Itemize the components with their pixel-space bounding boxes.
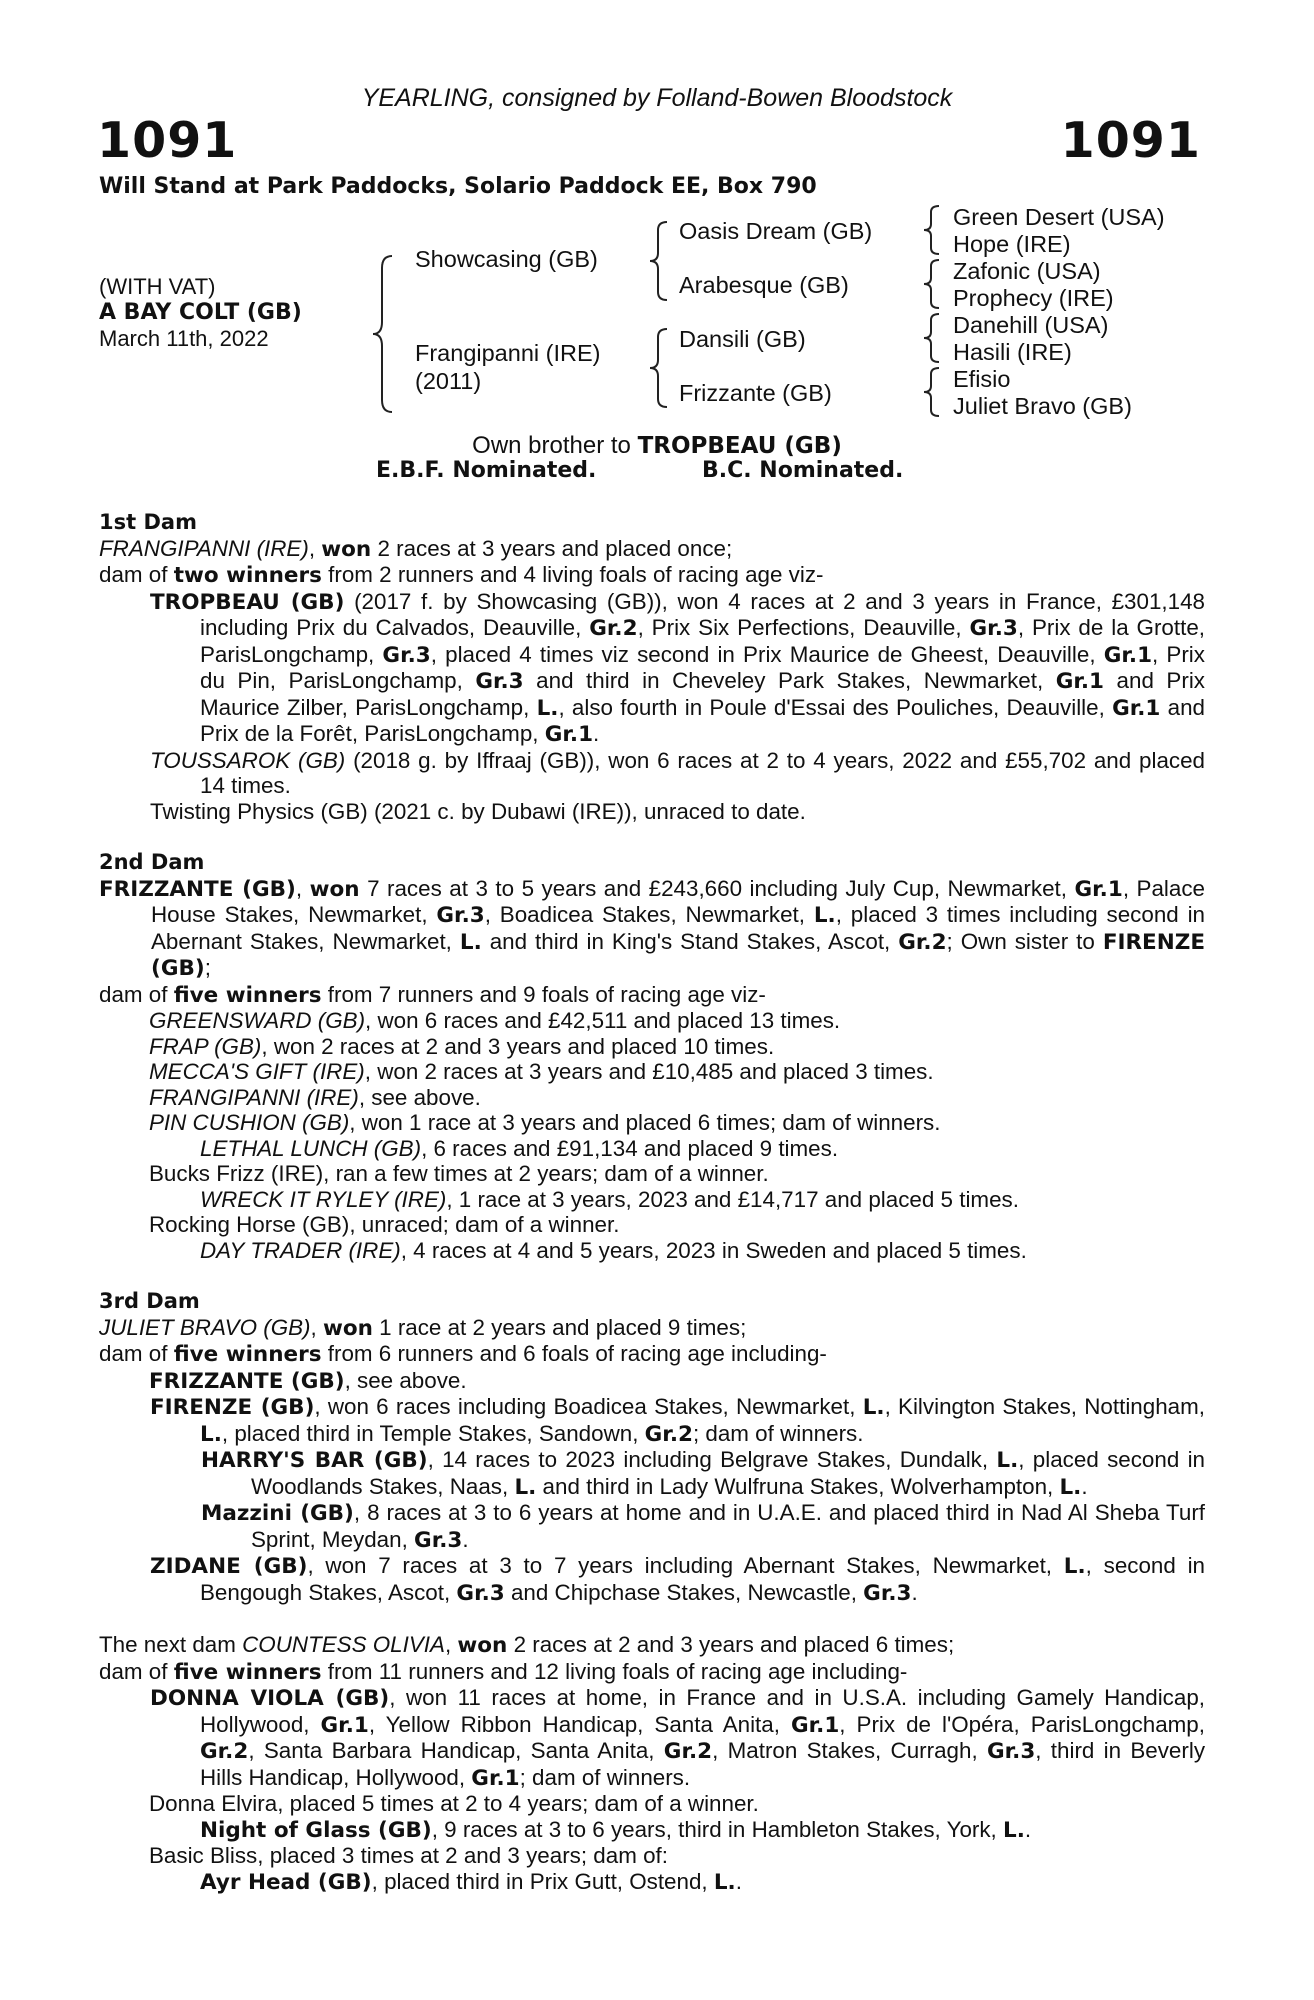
produce-frangipanni: FRANGIPANNI (IRE), see above. <box>149 1084 481 1110</box>
third-dam-produce-line: dam of five winners from 6 runners and 6 foals of racing age including- <box>99 1341 827 1367</box>
produce-rocking-horse: Rocking Horse (GB), unraced; dam of a winner. <box>149 1212 620 1237</box>
produce-tropbeau: TROPBEAU (GB) (2017 f. by Showcasing (GB)), won 4 races at 2 and 3 years in France, £301,148 including Prix du Calvados, Deauville, Gr.2, Prix Six Perfections, Deauville, Gr.3, Prix de la Grotte, ParisLongchamp, Gr.3, placed 4 times viz second in Prix Maurice de Gheest, Deauville, Gr.1, Prix du Pin, ParisLongchamp, Gr.3 and third in Cheveley Park Stakes, Newmarket, Gr.1 and Prix Maurice Zilber, ParisLongchamp, L., also fourth in Poule d'Essai des Pouliches, Deauville, Gr.1 and Prix de la Forêt, ParisLongchamp, Gr.1. <box>150 588 1205 747</box>
g3-brace-1-icon <box>921 204 945 256</box>
second-dam-heading: 2nd Dam <box>99 850 205 874</box>
g3-ancestor: Zafonic (USA) <box>953 258 1101 284</box>
first-dam-line: FRANGIPANNI (IRE), won 2 races at 3 years and placed once; <box>99 535 733 562</box>
lot-number-right: 1091 <box>1060 112 1201 169</box>
stand-location: Will Stand at Park Paddocks, Solario Paddock EE, Box 790 <box>99 174 817 199</box>
second-dam-frizzante: FRIZZANTE (GB), won 7 races at 3 to 5 years and £243,660 including July Cup, Newmarket, Gr.1, Palace House Stakes, Newmarket, Gr.3, Boadicea Stakes, Newmarket, L., placed 3 times including second in Abernant Stakes, Newmarket, L. and third in King's Stand Stakes, Ascot, Gr.2; Own sister to FIRENZE (GB); <box>99 875 1206 981</box>
produce-greensward: GREENSWARD (GB), won 6 races and £42,511 and placed 13 times. <box>149 1008 841 1033</box>
dam-dam: Frizzante (GB) <box>679 380 832 406</box>
produce-zidane: ZIDANE (GB), won 7 races at 3 to 7 years including Abernant Stakes, Newmarket, L., second in Bengough Stakes, Ascot, Gr.3 and Chipchase Stakes, Newcastle, Gr.3. <box>150 1553 1205 1606</box>
sire-sire: Oasis Dream (GB) <box>679 218 873 244</box>
first-dam-heading: 1st Dam <box>99 510 197 534</box>
produce-mazzini: Mazzini (GB), 8 races at 3 to 6 years at home and in U.A.E. and placed third in Nad Al Sheba Turf Sprint, Meydan, Gr.3. <box>201 1500 1205 1553</box>
produce-lethal-lunch: LETHAL LUNCH (GB), 6 races and £91,134 and placed 9 times. <box>200 1135 839 1161</box>
dam-brace-icon <box>647 327 673 409</box>
dam-year: (2011) <box>415 368 482 394</box>
ebf-nominated: E.B.F. Nominated. <box>376 458 597 483</box>
foaling-date: March 11th, 2022 <box>99 326 269 351</box>
produce-toussarok: TOUSSAROK (GB) (2018 g. by Iffraaj (GB)), won 6 races at 2 to 4 years, 2022 and £55,702 and placed 14 times. <box>150 747 1205 798</box>
dam-sire: Dansili (GB) <box>679 326 806 352</box>
produce-harrys-bar: HARRY'S BAR (GB), 14 races to 2023 including Belgrave Stakes, Dundalk, L., placed second in Woodlands Stakes, Naas, L. and third in Lady Wulfruna Stakes, Wolverhampton, L.. <box>201 1447 1205 1500</box>
produce-donna-elvira: Donna Elvira, placed 5 times at 2 to 4 years; dam of a winner. <box>149 1791 759 1816</box>
dam: Frangipanni (IRE) <box>415 340 601 366</box>
g3-brace-2-icon <box>921 258 945 310</box>
third-dam-line: JULIET BRAVO (GB), won 1 race at 2 years and placed 9 times; <box>99 1314 747 1341</box>
produce-firenze: FIRENZE (GB), won 6 races including Boadicea Stakes, Newmarket, L., Kilvington Stakes, Nottingham, L., placed third in Temple Stakes, Sandown, Gr.2; dam of winners. <box>150 1394 1205 1447</box>
sire: Showcasing (GB) <box>415 246 598 272</box>
g3-ancestor: Green Desert (USA) <box>953 204 1165 230</box>
next-dam-produce-line: dam of five winners from 11 runners and 12 living foals of racing age including- <box>99 1658 908 1685</box>
consignment-line: YEARLING, consigned by Folland-Bowen Bloodstock <box>361 84 953 112</box>
g3-ancestor: Prophecy (IRE) <box>953 285 1114 311</box>
vat-label: (WITH VAT) <box>99 274 216 299</box>
g3-ancestor: Danehill (USA) <box>953 312 1109 338</box>
produce-bucks-frizz: Bucks Frizz (IRE), ran a few times at 2 years; dam of a winner. <box>149 1161 769 1186</box>
produce-twisting-physics: Twisting Physics (GB) (2021 c. by Dubawi (IRE)), unraced to date. <box>150 798 806 824</box>
produce-ayr-head: Ayr Head (GB), placed third in Prix Gutt, Ostend, L.. <box>200 1868 742 1895</box>
third-dam-heading: 3rd Dam <box>99 1289 200 1313</box>
produce-frap: FRAP (GB), won 2 races at 2 and 3 years and placed 10 times. <box>149 1033 775 1059</box>
produce-pin-cushion: PIN CUSHION (GB), won 1 race at 3 years and placed 6 times; dam of winners. <box>149 1110 941 1135</box>
sire-brace-icon <box>647 220 673 302</box>
g3-brace-4-icon <box>921 366 945 418</box>
produce-day-trader: DAY TRADER (IRE), 4 races at 4 and 5 years, 2023 in Sweden and placed 5 times. <box>200 1237 1027 1263</box>
next-dam-line: The next dam COUNTESS OLIVIA, won 2 races at 2 and 3 years and placed 6 times; <box>99 1632 955 1658</box>
sire-dam: Arabesque (GB) <box>679 272 849 298</box>
g3-brace-3-icon <box>921 312 945 364</box>
main-brace-icon <box>370 254 400 414</box>
g3-ancestor: Hope (IRE) <box>953 231 1071 257</box>
own-brother-note: Own brother to TROPBEAU (GB) <box>472 432 842 459</box>
g3-ancestor: Efisio <box>953 366 1011 392</box>
g3-ancestor: Hasili (IRE) <box>953 339 1072 365</box>
second-dam-produce-line: dam of five winners from 7 runners and 9 foals of racing age viz- <box>99 981 766 1008</box>
produce-meccas-gift: MECCA'S GIFT (IRE), won 2 races at 3 years and £10,485 and placed 3 times. <box>149 1059 934 1084</box>
g3-ancestor: Juliet Bravo (GB) <box>953 393 1132 419</box>
catalogue-body <box>99 510 1205 1895</box>
produce-frizzante: FRIZZANTE (GB), see above. <box>149 1367 467 1394</box>
lot-number-left: 1091 <box>97 112 238 169</box>
first-dam-produce-line: dam of two winners from 2 runners and 4 living foals of racing age viz- <box>99 562 824 588</box>
horse-name: A BAY COLT (GB) <box>99 300 302 325</box>
produce-wreck-it-ryley: WRECK IT RYLEY (IRE), 1 race at 3 years, 2023 and £14,717 and placed 5 times. <box>200 1186 1019 1212</box>
produce-basic-bliss: Basic Bliss, placed 3 times at 2 and 3 years; dam of: <box>149 1843 668 1868</box>
bc-nominated: B.C. Nominated. <box>702 458 904 483</box>
produce-night-of-glass: Night of Glass (GB), 9 races at 3 to 6 years, third in Hambleton Stakes, York, L.. <box>200 1816 1032 1843</box>
produce-donna-viola: DONNA VIOLA (GB), won 11 races at home, in France and in U.S.A. including Gamely Handicap, Hollywood, Gr.1, Yellow Ribbon Handicap, Santa Anita, Gr.1, Prix de l'Opéra, ParisLongchamp, Gr.2, Santa Barbara Handicap, Santa Anita, Gr.2, Matron Stakes, Curragh, Gr.3, third in Beverly Hills Handicap, Hollywood, Gr.1; dam of winners. <box>150 1685 1206 1791</box>
